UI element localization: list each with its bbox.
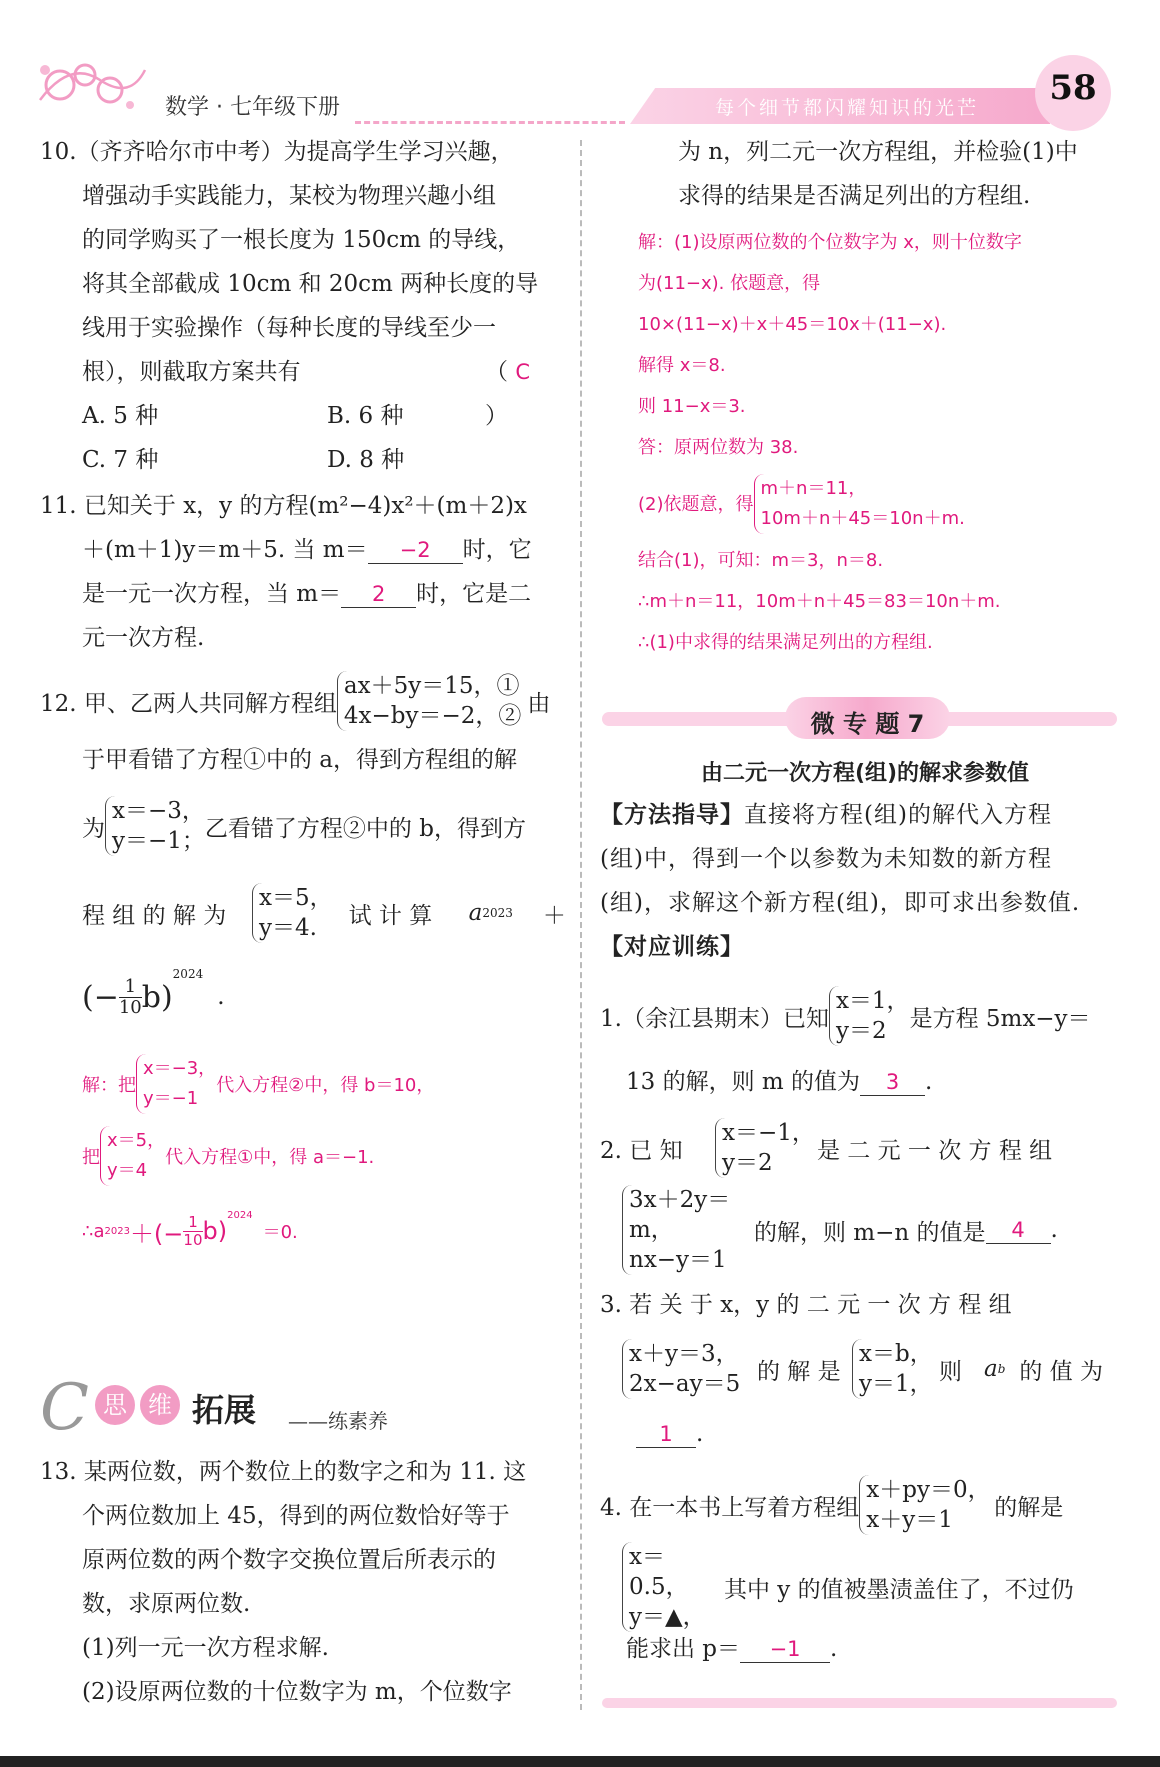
q12-text: (−	[82, 979, 119, 1015]
sol-system-2	[100, 1126, 165, 1186]
p1-eq: y＝2	[835, 1018, 887, 1044]
q13-line: (2)设原两位数的十位数字为 m，个位数字	[82, 1679, 512, 1705]
p4-row3	[600, 1629, 1130, 1669]
method-text: (组)，求解这个新方程(组)，即可求出参数值.	[600, 890, 1081, 916]
q12-text: 为	[82, 815, 105, 842]
sol-line: 10×(11−x)＋x＋45＝10x＋(11−x).	[638, 314, 947, 335]
fraction-denominator: 10	[118, 996, 142, 1018]
p2-solution	[715, 1118, 817, 1178]
sol-text: 把	[82, 1147, 100, 1168]
q12-row5	[40, 957, 570, 1037]
bottom-pink-bar	[602, 1698, 1117, 1708]
practice-3	[600, 1285, 1130, 1455]
q12-text: 由	[527, 690, 551, 717]
q12-sol2a: x＝5，	[259, 885, 333, 911]
option-d: D. 8 种	[327, 447, 405, 473]
fraction-denominator: 10	[183, 1230, 203, 1249]
q13-line: 数，求原两位数.	[82, 1591, 251, 1617]
q12-row1	[40, 665, 570, 737]
p3-text: .	[696, 1421, 704, 1447]
p2-system	[622, 1185, 754, 1275]
p3-system	[622, 1339, 757, 1399]
q10-answer: C	[515, 360, 530, 384]
question-12	[40, 665, 570, 1037]
sol-text: 代入方程②中，得 b＝10，	[216, 1075, 435, 1096]
p3-text: 3. 若 关 于 x，y 的 二 元 一 次 方 程 组	[600, 1292, 1012, 1318]
q12-system	[337, 671, 522, 731]
sol-text: 解：把	[82, 1075, 136, 1096]
p4-eq: y＝▲，	[629, 1604, 706, 1630]
book-title: 数学 · 七年级下册	[165, 95, 340, 120]
p3-text: 的 值 为	[1019, 1358, 1104, 1385]
sol-text: b)	[202, 1217, 228, 1245]
sol-eq: y＝−1	[143, 1088, 199, 1109]
sol-eq: m＋n＝11，	[760, 478, 867, 499]
p2-eq: y＝2	[722, 1150, 773, 1176]
section-heading-thinking	[40, 1371, 460, 1445]
p3-text: 的 解 是	[757, 1358, 841, 1385]
method-label: 【方法指导】	[600, 802, 744, 828]
section-letter-icon: C	[40, 1371, 89, 1445]
q12-exponent: 2023	[482, 906, 513, 920]
q11-text: 时，它	[462, 537, 532, 563]
sol-eq: y＝4	[107, 1160, 148, 1181]
p2-row1	[600, 1108, 1130, 1188]
practice-label: 【对应训练】	[600, 934, 744, 960]
page-number: 58	[1049, 68, 1097, 108]
p2-eq: nx−y＝1	[629, 1247, 727, 1273]
sol-line: 解：(1)设原两位数的个位数字为 x，则十位数字	[638, 232, 1022, 253]
p1-blank: 3	[860, 1069, 925, 1096]
p1-row2	[600, 1054, 1130, 1110]
q12-eq2: 4x−by＝−2，②	[343, 703, 522, 729]
q10-options-row1	[40, 394, 560, 438]
q12-solution-2	[252, 883, 333, 943]
sol-eq: x＝−3，	[143, 1058, 217, 1079]
sol-line: ∴m＋n＝11，10m＋n＋45＝83＝10n＋m.	[638, 591, 1001, 612]
q13-cont-line: 为 n，列二元一次方程组，并检验(1)中	[678, 139, 1078, 165]
p4-system	[859, 1475, 994, 1535]
q12-eq1: ax＋5y＝15，①	[343, 673, 520, 699]
sol-row3	[82, 1196, 552, 1266]
p3-eq: y＝1，	[859, 1371, 933, 1397]
q11-blank-2: 2	[341, 581, 416, 608]
p1-solution	[829, 986, 910, 1046]
p4-blank: −1	[740, 1636, 830, 1663]
p2-row2	[600, 1188, 1130, 1272]
p2-text: 的解，则 m−n 的值是	[754, 1219, 986, 1246]
p4-text: 能求出 p＝	[626, 1636, 741, 1662]
p3-text: 则	[939, 1358, 962, 1385]
section-title: 拓展	[192, 1391, 257, 1429]
q13-solution	[638, 222, 1138, 663]
header	[0, 0, 1160, 130]
section-badge-2: 维	[140, 1385, 180, 1425]
p4-row1	[600, 1465, 1130, 1545]
p2-eq: 3x＋2y＝m，	[629, 1187, 731, 1243]
q12-solution	[82, 1052, 552, 1266]
q12-sol2b: y＝4.	[259, 915, 317, 941]
sol-fraction	[183, 1214, 202, 1249]
sol-line: 则 11−x＝3.	[638, 396, 746, 417]
section-subtitle: ——练素养	[288, 1409, 388, 1433]
q10-line: 增强动手实践能力，某校为物理兴趣小组	[82, 183, 496, 209]
p2-text: 是 二 元 一 次 方 程 组	[817, 1137, 1053, 1164]
sol-text: 代入方程①中，得 a＝−1.	[165, 1147, 375, 1168]
p3-row3	[600, 1413, 1130, 1455]
p3-blank: 1	[636, 1421, 696, 1448]
p2-blank: 4	[986, 1217, 1051, 1244]
q11-blank-1: −2	[368, 537, 463, 564]
header-dashed-line	[355, 121, 625, 124]
q13-line: 13. 某两位数，两个数位上的数字之和为 11. 这	[40, 1459, 527, 1485]
p4-text: 其中 y 的值被墨渍盖住了，不过仍	[724, 1576, 1074, 1603]
method-guide	[600, 793, 1130, 969]
p4-text: .	[830, 1636, 838, 1662]
p4-solution	[622, 1542, 724, 1632]
sol-eq: 10m＋n＋45＝10n＋m.	[760, 508, 965, 529]
q12-fraction	[119, 977, 142, 1018]
q11-line3	[40, 572, 570, 616]
question-13-continued	[678, 130, 1128, 218]
q11-text: 时，它是二	[416, 581, 532, 607]
p3-eq: x＋y＝3，	[629, 1341, 739, 1367]
question-13	[40, 1450, 570, 1714]
q10-options-row2	[40, 438, 560, 482]
q10-line: 的同学购买了一根长度为 150cm 的导线，	[82, 227, 521, 253]
p3-eq: 2x−ay＝5	[629, 1371, 741, 1397]
q12-text: b)	[141, 979, 173, 1015]
section-badge-1: 思	[95, 1385, 135, 1425]
option-a: A. 5 种	[82, 403, 159, 429]
sol-row1	[82, 1052, 552, 1116]
sol-line: 解得 x＝8.	[638, 355, 726, 376]
p4-eq: x＋py＝0，	[866, 1477, 991, 1503]
q12-row4	[40, 869, 570, 957]
q10-line: 线用于实验操作（每种长度的导线至少一	[82, 315, 496, 341]
bottom-dark-strip	[0, 1756, 1160, 1767]
q10-answer-paren: （ C ）	[485, 359, 530, 429]
practice-2	[600, 1108, 1130, 1272]
practice-1	[600, 978, 1130, 1110]
p1-text: 13 的解，则 m 的值为	[626, 1069, 861, 1095]
p1-row1	[600, 978, 1130, 1054]
fraction-numerator: 1	[124, 975, 137, 997]
p4-text: 4. 在一本书上写着方程组	[600, 1494, 860, 1521]
q12-sol1a: x＝−3，	[112, 798, 205, 824]
p1-text: .	[925, 1069, 933, 1095]
q12-row3	[40, 783, 570, 869]
q12-text: 程 组 的 解 为	[82, 902, 227, 929]
question-10	[40, 130, 560, 482]
column-divider	[580, 140, 582, 1710]
p4-row2	[600, 1545, 1130, 1629]
p1-eq: x＝1，	[835, 988, 910, 1014]
q10-line: 根），则截取方案共有	[82, 359, 301, 385]
sol-line: 答：原两位数为 38.	[638, 437, 799, 458]
sol-row2	[82, 1116, 552, 1196]
q11-line2	[40, 528, 570, 572]
slogan: 每个细节都闪耀知识的光芒	[715, 97, 980, 119]
q13-cont-line: 求得的结果是否满足列出的方程组.	[678, 183, 1031, 209]
option-b: B. 6 种	[327, 403, 404, 429]
sol-text: ＋(−	[129, 1219, 184, 1248]
q10-line: 10.（齐齐哈尔市中考）为提高学生学习兴趣，	[40, 139, 514, 165]
q12-text: 12. 甲、乙两人共同解方程组	[40, 690, 337, 717]
p2-text: 2. 已 知	[600, 1137, 683, 1164]
fraction-numerator: 1	[188, 1212, 198, 1231]
sol-line: 结合(1)，可知：m＝3，n＝8.	[638, 550, 884, 571]
p3-solution	[852, 1339, 939, 1399]
q13-line: (1)列一元一次方程求解.	[82, 1635, 329, 1661]
q12-a-term: a	[468, 900, 483, 926]
p1-text: 1.（余江县期末）已知	[600, 1005, 829, 1032]
method-line-1	[600, 793, 1130, 837]
p2-text: .	[1050, 1217, 1058, 1243]
sol-system-1	[136, 1054, 216, 1114]
sol-system-row	[638, 468, 1138, 540]
option-c: C. 7 种	[82, 447, 159, 473]
sol-eq: x＝5，	[107, 1130, 166, 1151]
p3-eq: x＝b，	[859, 1341, 933, 1367]
question-11	[40, 484, 570, 660]
sol-text: ＝0.	[262, 1222, 298, 1243]
q11-line4: 元一次方程.	[82, 625, 205, 651]
q12-line2: 于甲看错了方程①中的 a，得到方程组的解	[82, 747, 518, 773]
sol-system	[754, 474, 965, 534]
method-text: (组)中，得到一个以参数为未知数的新方程	[600, 846, 1052, 872]
q11-text: 是一元一次方程，当 m＝	[82, 581, 342, 607]
floral-ornament-icon	[30, 40, 150, 120]
q12-text: .	[217, 984, 225, 1010]
q12-exponent: 2024	[172, 967, 204, 981]
sol-line: ∴(1)中求得的结果满足列出的方程组.	[638, 632, 933, 653]
sol-text: (2)依题意，得	[638, 493, 754, 515]
q13-line: 原两位数的两个数字交换位置后所表示的	[82, 1547, 496, 1573]
p3-row2	[600, 1325, 1130, 1413]
topic-banner-label: 微 专 题 7	[810, 710, 925, 738]
q11-line1: 11. 已知关于 x，y 的方程(m²−4)x²＋(m＋2)x	[40, 493, 527, 519]
p1-text: 是方程 5mx−y＝	[909, 1005, 1091, 1032]
p4-eq: x＝0.5，	[629, 1544, 689, 1600]
method-text: 直接将方程(组)的解代入方程	[744, 802, 1052, 828]
q10-line: 将其全部截成 10cm 和 20cm 两种长度的导	[82, 271, 539, 297]
sol-text: ∴a	[82, 1220, 105, 1242]
p3-base: a	[984, 1356, 998, 1382]
q13-line: 个两位数加上 45，得到的两位数恰好等于	[82, 1503, 510, 1529]
p4-eq: x＋y＝1	[866, 1507, 953, 1533]
q12-plus: ＋	[542, 902, 566, 929]
q12-text: 乙看错了方程②中的 b，得到方	[204, 815, 526, 842]
sol-line: 为(11−x). 依题意，得	[638, 273, 821, 294]
topic-title: 由二元一次方程(组)的解求参数值	[700, 761, 1030, 786]
sol-exponent: 2024	[227, 1210, 253, 1221]
p2-eq: x＝−1，	[722, 1120, 815, 1146]
q11-text: ＋(m＋1)y＝m＋5. 当 m＝	[82, 537, 368, 563]
p4-text: 的解是	[994, 1494, 1064, 1521]
q12-solution-1	[105, 796, 205, 856]
practice-4	[600, 1465, 1130, 1669]
sol-exponent: 2023	[104, 1225, 130, 1237]
p3-exponent: b	[997, 1362, 1006, 1376]
q12-sol1b: y＝−1；	[112, 828, 205, 854]
q12-text: 试 计 算	[348, 902, 433, 929]
